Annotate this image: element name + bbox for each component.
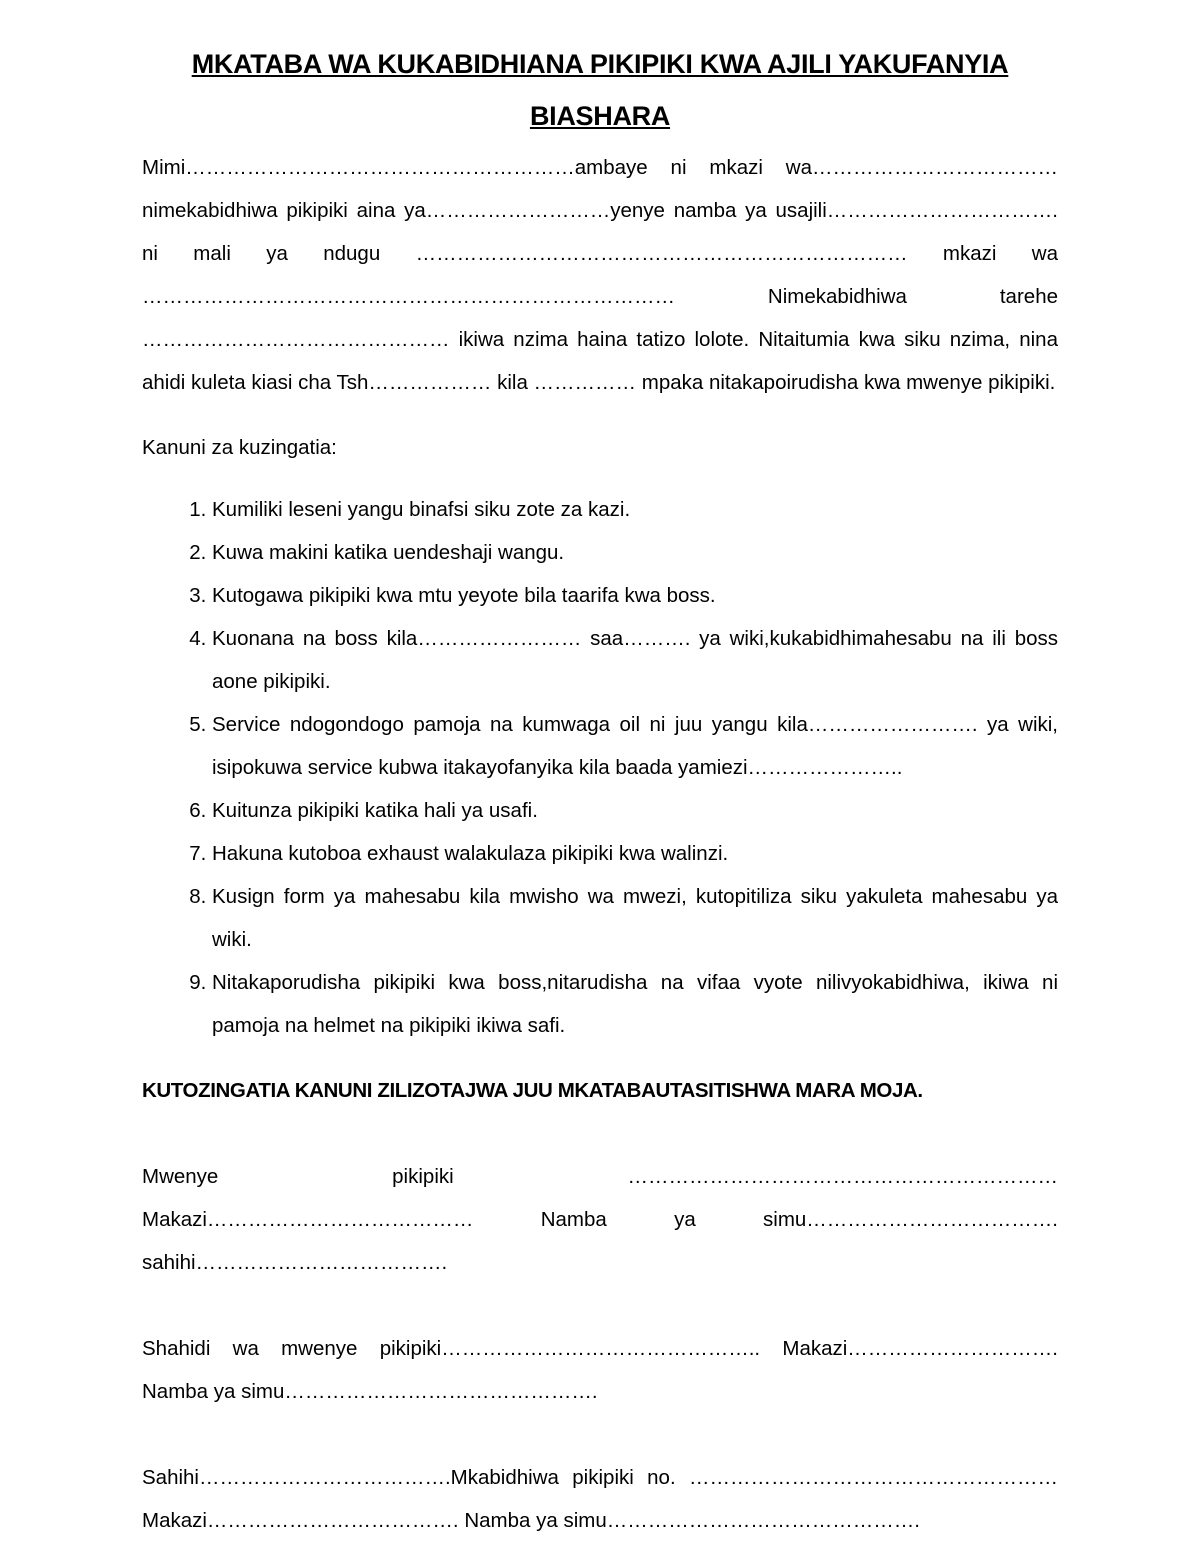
termination-warning: KUTOZINGATIA KANUNI ZILIZOTAJWA JUU MKATABAUTASITISHWA MARA MOJA. — [142, 1079, 923, 1102]
contract-page — [142, 38, 1058, 1542]
rules-heading: Kanuni za kuzingatia: — [142, 436, 337, 459]
rule-item: 8. Kusign form ya mahesabu kila mwisho wa mwezi, kutopitiliza siku yakuleta mahesabu ya wiki. — [212, 875, 1058, 961]
rule-item: 6. Kuitunza pikipiki katika hali ya usafi. — [212, 789, 1058, 832]
rule-item: 4. Kuonana na boss kila…………………… saa………. ya wiki,kukabidhimahesabu na ili boss aone pikipiki. — [212, 617, 1058, 703]
rule-item: 2. Kuwa makini katika uendeshaji wangu. — [212, 531, 1058, 574]
rule-item: 7. Hakuna kutoboa exhaust walakulaza pikipiki kwa walinzi. — [212, 832, 1058, 875]
document-title-line1: MKATABA WA KUKABIDHIANA PIKIPIKI KWA AJILI YAKUFANYIA — [191, 49, 1009, 79]
owner-signature-block: Mwenye pikipiki ……………………………………………………… Makazi………………………………… Namba ya simu………………………………. sahihi………………………………. — [142, 1165, 1058, 1274]
rule-item: 3. Kutogawa pikipiki kwa mtu yeyote bila taarifa kwa boss. — [212, 574, 1058, 617]
rule-item: 5. Service ndogondogo pamoja na kumwaga oil ni juu yangu kila……………………. ya wiki, isipokuwa service kubwa itakayofanyika kila baada yamiezi………………….. — [212, 703, 1058, 789]
document-title-line2: BIASHARA — [529, 101, 671, 131]
rules-list — [142, 488, 1058, 1047]
intro-paragraph: Mimi…………………………………………………ambaye ni mkazi wa……………………………… nimekabidhiwa pikipiki aina ya………………………yenye namba ya usajili……………………………. ni mali ya ndugu ……………………………………………………………… mkazi wa …………………………………………………………………… Nimekabidhiwa tarehe ……………………………………… ikiwa nzima haina tatizo lolote. Nitaitumia kwa siku nzima, nina ahidi kuleta kiasi cha Tsh……………… kila …………… mpaka nitakapoirudisha kwa mwenye pikipiki. — [142, 156, 1058, 394]
recipient-signature-block: Sahihi……………………………….Mkabidhiwa pikipiki no. ……………………………………………… Makazi………………………………. Namba ya simu………………………………………. — [142, 1466, 1058, 1532]
rule-item: 1. Kumiliki leseni yangu binafsi siku zote za kazi. — [212, 488, 1058, 531]
owner-witness-signature-block: Shahidi wa mwenye pikipiki……………………………………….. Makazi…………………………. Namba ya simu………………………………………. — [142, 1337, 1058, 1403]
rule-item: 9. Nitakaporudisha pikipiki kwa boss,nitarudisha na vifaa vyote nilivyokabidhiwa, ikiwa ni pamoja na helmet na pikipiki ikiwa safi. — [212, 961, 1058, 1047]
